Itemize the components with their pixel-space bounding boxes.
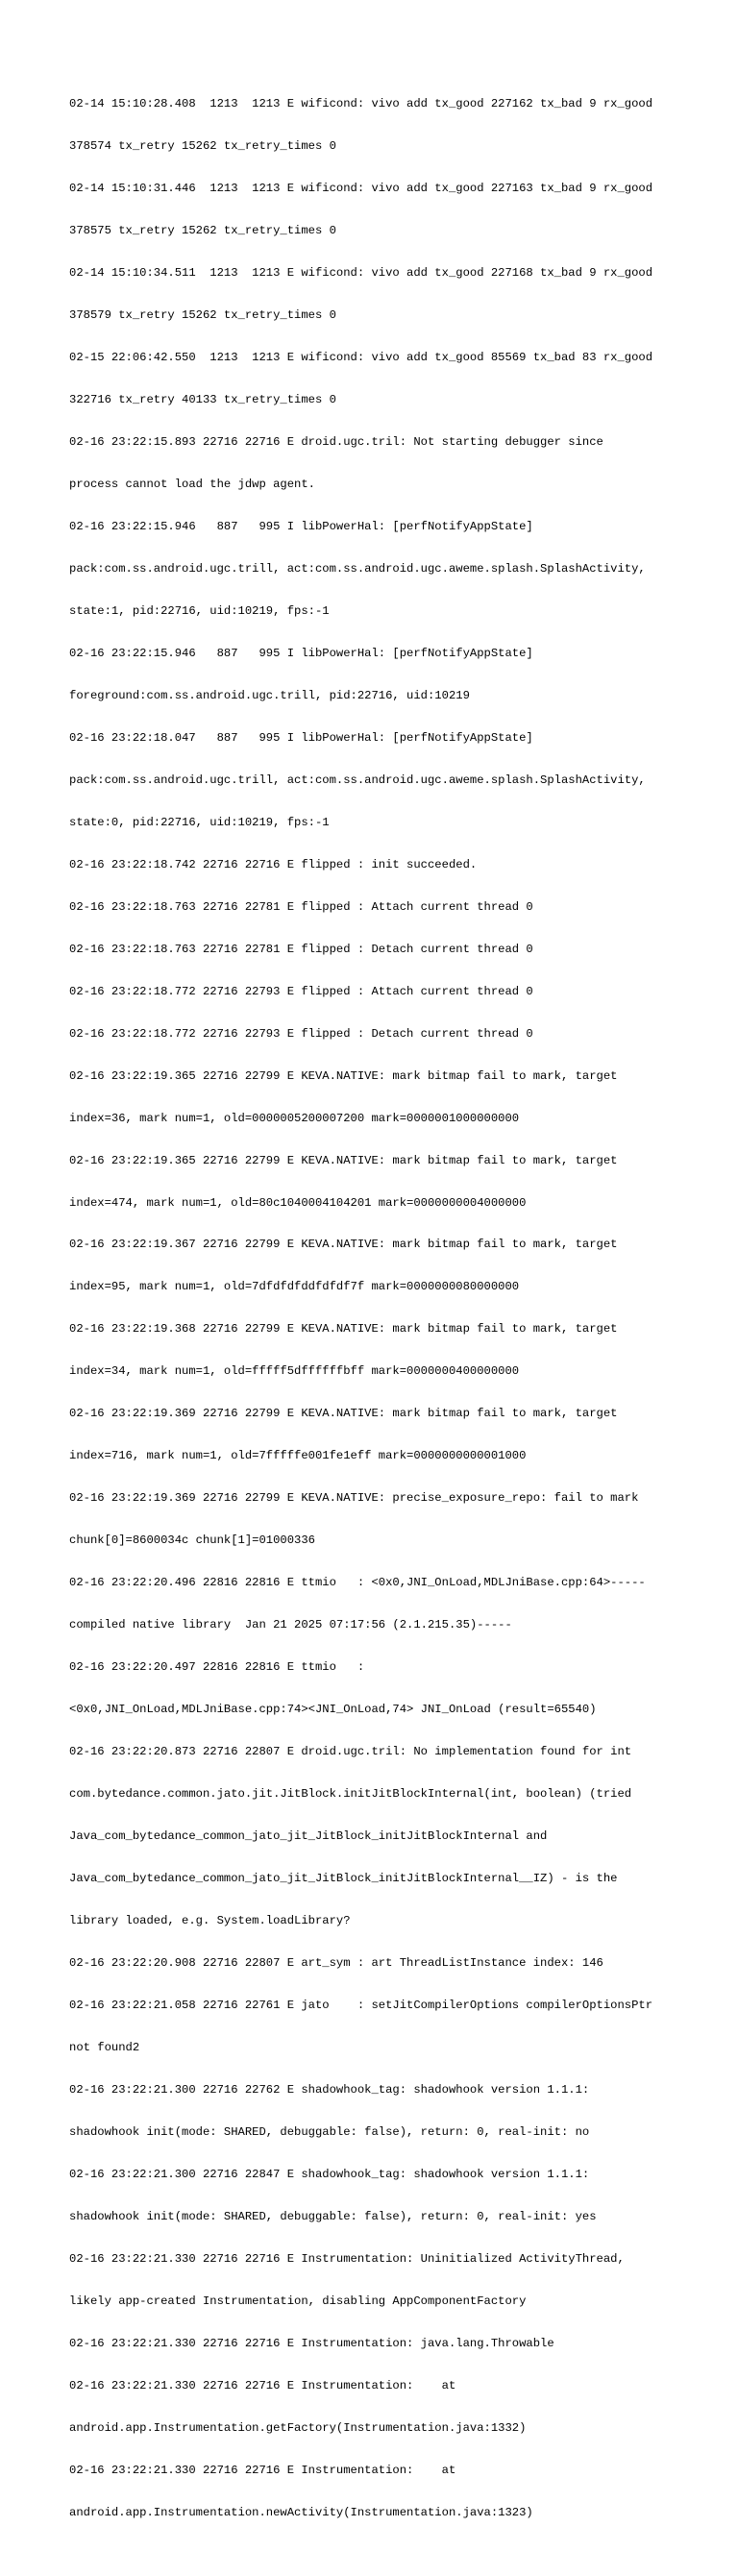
log-line: com.bytedance.common.jato.jit.JitBlock.initJitBlockInternal(int, boolean) (tried: [69, 1787, 632, 1802]
log-line: shadowhook init(mode: SHARED, debuggable: false), return: 0, real-init: yes: [69, 2209, 597, 2223]
log-line: 02-14 15:10:28.408 1213 1213 E wificond: vivo add tx_good 227162 tx_bad 9 rx_good: [69, 97, 653, 111]
log-line: 02-16 23:22:15.946 887 995 I libPowerHal: [perfNotifyAppState]: [69, 520, 533, 533]
log-line: android.app.Instrumentation.newActivity(Instrumentation.java:1323): [69, 2505, 533, 2519]
log-line: 02-16 23:22:18.772 22716 22793 E flipped : Detach current thread 0: [69, 1026, 533, 1041]
log-line: 02-16 23:22:18.742 22716 22716 E flipped : init succeeded.: [69, 857, 478, 871]
log-line: 02-14 15:10:31.446 1213 1213 E wificond: vivo add tx_good 227163 tx_bad 9 rx_good: [69, 182, 653, 196]
log-line: state:1, pid:22716, uid:10219, fps:-1: [69, 603, 330, 618]
log-line: index=36, mark num=1, old=0000005200007200 mark=0000001000000000: [69, 1111, 520, 1125]
log-line: 02-14 15:10:34.511 1213 1213 E wificond: vivo add tx_good 227168 tx_bad 9 rx_good: [69, 266, 653, 281]
log-line: 02-16 23:22:20.496 22816 22816 E ttmio : <0x0,JNI_OnLoad,MDLJniBase.cpp:64>-----: [69, 1576, 646, 1590]
log-line: index=95, mark num=1, old=7dfdfdfddfdfdf7f mark=0000000080000000: [69, 1280, 520, 1294]
document-page: [69, 69, 680, 2576]
log-line: 02-16 23:22:18.772 22716 22793 E flipped : Attach current thread 0: [69, 984, 533, 998]
log-line: Java_com_bytedance_common_jato_jit_JitBlock_initJitBlockInternal and: [69, 1829, 548, 1844]
log-line: 02-16 23:22:21.330 22716 22716 E Instrumentation: at: [69, 2378, 456, 2392]
log-line: likely app-created Instrumentation, disabling AppComponentFactory: [69, 2294, 527, 2308]
log-line: 02-16 23:22:19.369 22716 22799 E KEVA.NATIVE: precise_exposure_repo: fail to mark: [69, 1491, 639, 1506]
log-line: pack:com.ss.android.ugc.trill, act:com.ss.android.ugc.aweme.splash.SplashActivity,: [69, 561, 646, 576]
log-line: 02-16 23:22:21.330 22716 22716 E Instrumentation: Uninitialized ActivityThread,: [69, 2251, 625, 2266]
log-line: not found2: [69, 2040, 140, 2054]
log-line: 02-16 23:22:21.330 22716 22716 E Instrumentation: java.lang.Throwable: [69, 2336, 554, 2350]
log-line: pack:com.ss.android.ugc.trill, act:com.ss.android.ugc.aweme.splash.SplashActivity,: [69, 773, 646, 787]
log-line: 378574 tx_retry 15262 tx_retry_times 0: [69, 139, 336, 154]
log-line: 02-16 23:22:15.946 887 995 I libPowerHal: [perfNotifyAppState]: [69, 646, 533, 660]
log-line: index=716, mark num=1, old=7fffffe001fe1eff mark=0000000000001000: [69, 1449, 527, 1463]
log-line: 02-16 23:22:21.300 22716 22762 E shadowhook_tag: shadowhook version 1.1.1:: [69, 2082, 590, 2097]
log-line: compiled native library Jan 21 2025 07:17:56 (2.1.215.35)-----: [69, 1618, 512, 1632]
log-line: 02-16 23:22:20.908 22716 22807 E art_sym : art ThreadListInstance index: 146: [69, 1955, 603, 1970]
log-line: 02-16 23:22:20.873 22716 22807 E droid.ugc.tril: No implementation found for int: [69, 1745, 632, 1759]
log-line: 02-16 23:22:21.330 22716 22716 E Instrumentation: at: [69, 2463, 456, 2477]
log-line: 02-16 23:22:19.365 22716 22799 E KEVA.NATIVE: mark bitmap fail to mark, target: [69, 1153, 618, 1167]
log-line: index=474, mark num=1, old=80c1040004104201 mark=0000000004000000: [69, 1195, 527, 1210]
log-line: 02-16 23:22:19.365 22716 22799 E KEVA.NATIVE: mark bitmap fail to mark, target: [69, 1068, 618, 1083]
log-line: 02-16 23:22:19.368 22716 22799 E KEVA.NATIVE: mark bitmap fail to mark, target: [69, 1322, 618, 1337]
log-line: 378575 tx_retry 15262 tx_retry_times 0: [69, 224, 336, 238]
log-line: 378579 tx_retry 15262 tx_retry_times 0: [69, 308, 336, 323]
log-line: 02-16 23:22:21.058 22716 22761 E jato : setJitCompilerOptions compilerOptionsPtr: [69, 1998, 653, 2012]
log-line: 02-16 23:22:18.047 887 995 I libPowerHal: [perfNotifyAppState]: [69, 730, 533, 745]
log-line: foreground:com.ss.android.ugc.trill, pid:22716, uid:10219: [69, 688, 470, 702]
log-line: <0x0,JNI_OnLoad,MDLJniBase.cpp:74><JNI_OnLoad,74> JNI_OnLoad (result=65540): [69, 1703, 597, 1717]
log-line: 02-16 23:22:18.763 22716 22781 E flipped : Attach current thread 0: [69, 899, 533, 914]
log-line: state:0, pid:22716, uid:10219, fps:-1: [69, 815, 330, 829]
log-line: 02-16 23:22:19.369 22716 22799 E KEVA.NATIVE: mark bitmap fail to mark, target: [69, 1407, 618, 1421]
log-line: 02-16 23:22:15.893 22716 22716 E droid.ugc.tril: Not starting debugger since: [69, 435, 603, 450]
log-line: 02-15 22:06:42.550 1213 1213 E wificond: vivo add tx_good 85569 tx_bad 83 rx_good: [69, 351, 653, 365]
log-line: 02-16 23:22:19.367 22716 22799 E KEVA.NATIVE: mark bitmap fail to mark, target: [69, 1238, 618, 1252]
log-line: Java_com_bytedance_common_jato_jit_JitBlock_initJitBlockInternal__IZ) - is the: [69, 1872, 618, 1885]
log-line: chunk[0]=8600034c chunk[1]=01000336: [69, 1533, 315, 1548]
log-line: 02-16 23:22:21.300 22716 22847 E shadowhook_tag: shadowhook version 1.1.1:: [69, 2167, 590, 2181]
log-line: library loaded, e.g. System.loadLibrary?: [69, 1913, 351, 1927]
log-line: 02-16 23:22:18.763 22716 22781 E flipped : Detach current thread 0: [69, 942, 533, 956]
log-line: index=34, mark num=1, old=fffff5dffffffbff mark=0000000400000000: [69, 1364, 520, 1379]
log-line: shadowhook init(mode: SHARED, debuggable: false), return: 0, real-init: no: [69, 2124, 590, 2139]
log-line: 02-16 23:22:20.497 22816 22816 E ttmio :: [69, 1660, 365, 1675]
log-text-block: [69, 69, 680, 2576]
log-line: process cannot load the jdwp agent.: [69, 478, 315, 492]
log-line: android.app.Instrumentation.getFactory(Instrumentation.java:1332): [69, 2420, 527, 2435]
log-line: 322716 tx_retry 40133 tx_retry_times 0: [69, 393, 336, 407]
